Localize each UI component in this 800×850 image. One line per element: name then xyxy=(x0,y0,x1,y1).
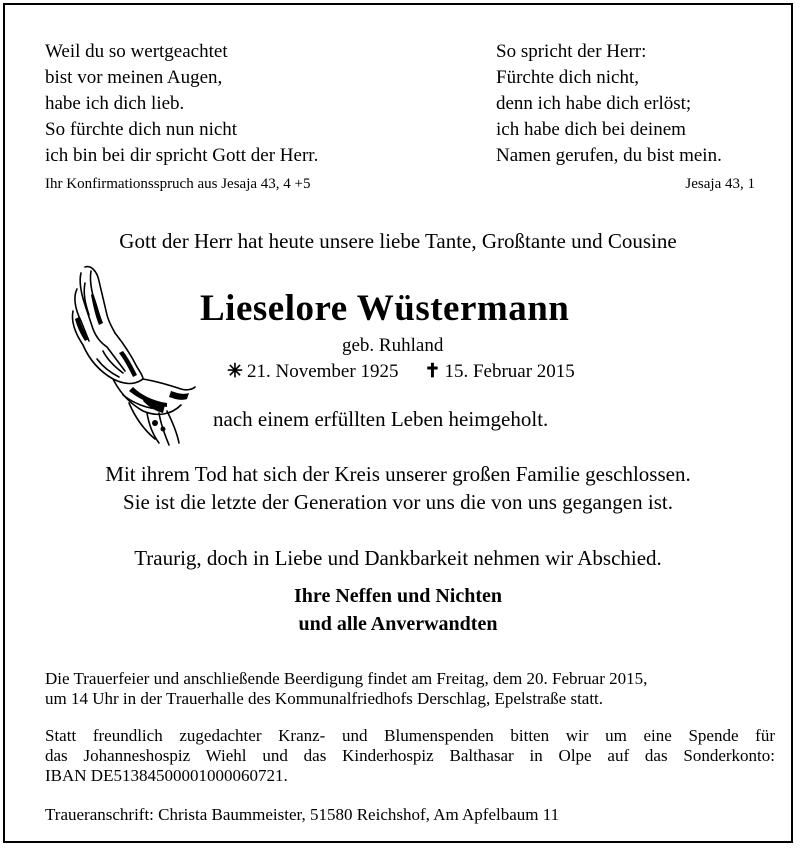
donation-info xyxy=(45,726,775,786)
verse-right-reference: Jesaja 43, 1 xyxy=(685,176,755,192)
birth-date: 21. November 1925 xyxy=(247,361,399,382)
verse-left-line: Weil du so wertgeachtet xyxy=(45,41,228,62)
verse-right-line: Fürchte dich nicht, xyxy=(496,67,639,88)
address-line: Traueranschrift: Christa Baummeister, 51580 Reichshof, Am Apfelbaum 11 xyxy=(45,805,560,824)
funeral-line: um 14 Uhr in der Trauerhalle des Kommunalfriedhofs Derschlag, Epelstraße statt. xyxy=(45,689,604,708)
farewell-line: Traurig, doch in Liebe und Dankbarkeit nehmen wir Abschied. xyxy=(134,546,662,570)
donation-line: das Johanneshospiz Wiehl und das Kinderhospiz Balthasar in Olpe auf das Sonderkonto: xyxy=(45,746,775,765)
message-line: Mit ihrem Tod hat sich der Kreis unserer großen Familie geschlossen. xyxy=(105,462,691,486)
verse-right-line: denn ich habe dich erlöst; xyxy=(496,93,692,114)
deceased-name: Lieselore Wüstermann xyxy=(200,288,570,329)
funeral-info xyxy=(45,669,775,709)
message-line: Sie ist die letzte der Generation vor uns die von uns gegangen ist. xyxy=(123,490,673,514)
verse-right-line: So spricht der Herr: xyxy=(496,41,647,62)
verse-left-line: bist vor meinen Augen, xyxy=(45,67,223,88)
maiden-name: geb. Ruhland xyxy=(342,335,444,356)
donation-line: IBAN DE51384500001000060721. xyxy=(45,766,288,785)
verse-left-line: So fürchte dich nun nicht xyxy=(45,119,238,140)
praying-hands-icon xyxy=(63,263,198,448)
life-dates xyxy=(227,360,575,383)
death-date: 15. Februar 2015 xyxy=(444,361,575,382)
verse-right-line: ich habe dich bei deinem xyxy=(496,119,686,140)
signature-line: und alle Anverwandten xyxy=(298,613,498,635)
donation-line: Statt freundlich zugedachter Kranz- und Blumenspenden bitten wir um eine Spende für xyxy=(45,726,775,745)
verse-right xyxy=(496,39,722,169)
signature-line: Ihre Neffen und Nichten xyxy=(294,585,502,607)
mourning-address xyxy=(45,805,775,825)
verse-right-line: Namen gerufen, du bist mein. xyxy=(496,145,722,166)
obituary-notice xyxy=(3,3,793,843)
announcement-closing: nach einem erfüllten Leben heimgeholt. xyxy=(213,407,549,431)
verse-left-line: habe ich dich lieb. xyxy=(45,93,185,114)
verse-left-reference: Ihr Konfirmationsspruch aus Jesaja 43, 4 +5 xyxy=(45,176,311,192)
announcement-intro: Gott der Herr hat heute unsere liebe Tante, Großtante und Cousine xyxy=(119,229,677,253)
birth-star-icon: ✳ xyxy=(227,361,243,382)
verse-left-line: ich bin bei dir spricht Gott der Herr. xyxy=(45,145,319,166)
cross-icon: ✝ xyxy=(424,361,441,382)
funeral-line: Die Trauerfeier und anschließende Beerdigung findet am Freitag, dem 20. Februar 2015, xyxy=(45,669,648,688)
verse-left xyxy=(45,39,318,169)
